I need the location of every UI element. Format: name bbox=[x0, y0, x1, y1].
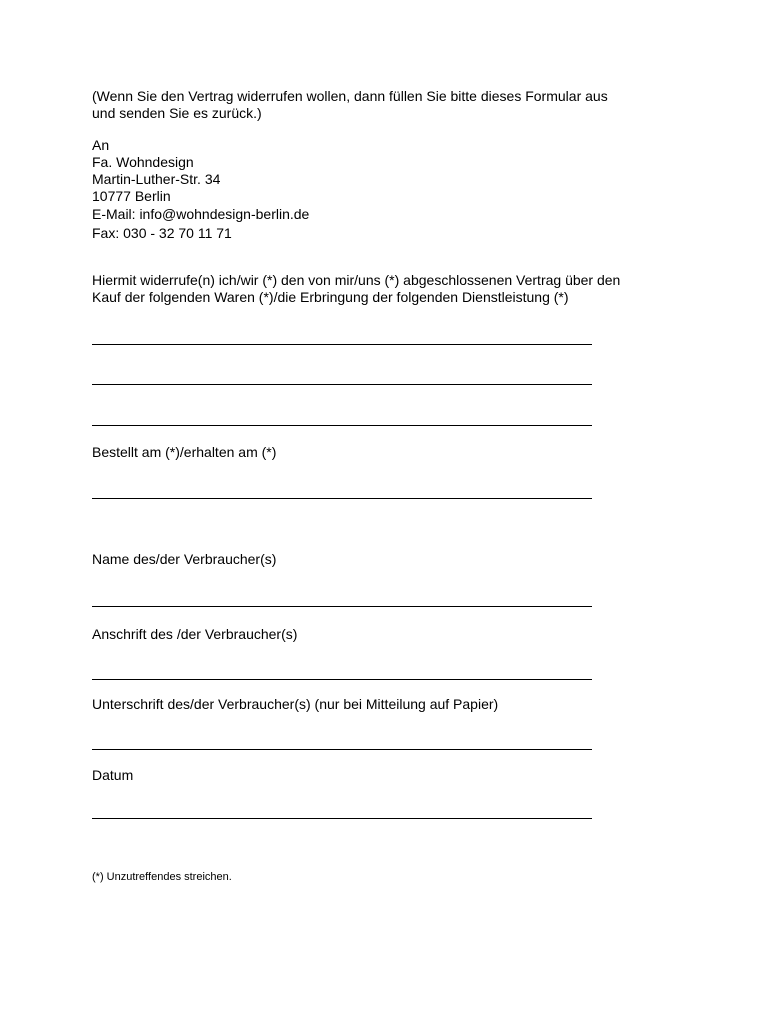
consumer-address-line[interactable] bbox=[92, 679, 592, 680]
declaration-line-1: Hiermit widerrufe(n) ich/wir (*) den von mir/uns (*) abgeschlossenen Vertrag über den bbox=[92, 272, 621, 288]
signature-line[interactable] bbox=[92, 749, 592, 750]
intro-line-2: und senden Sie es zurück.) bbox=[92, 105, 262, 121]
ordered-received-label: Bestellt am (*)/erhalten am (*) bbox=[92, 444, 277, 460]
intro-line-1: (Wenn Sie den Vertrag widerrufen wollen, dann füllen Sie bitte dieses Formular aus bbox=[92, 88, 608, 104]
recipient-to: An bbox=[92, 137, 110, 153]
consumer-address-label: Anschrift des /der Verbraucher(s) bbox=[92, 626, 298, 642]
date-line[interactable] bbox=[92, 818, 592, 819]
recipient-fax: Fax: 030 - 32 70 11 71 bbox=[92, 225, 232, 241]
goods-line-1[interactable] bbox=[92, 344, 592, 345]
date-label: Datum bbox=[92, 767, 134, 783]
declaration-line-2: Kauf der folgenden Waren (*)/die Erbringung der folgenden Dienstleistung (*) bbox=[92, 289, 569, 305]
footnote: (*) Unzutreffendes streichen. bbox=[92, 871, 232, 883]
recipient-street: Martin-Luther-Str. 34 bbox=[92, 171, 221, 187]
goods-line-3[interactable] bbox=[92, 425, 592, 426]
recipient-email: E-Mail: info@wohndesign-berlin.de bbox=[92, 206, 310, 222]
signature-label: Unterschrift des/der Verbraucher(s) (nur bei Mitteilung auf Papier) bbox=[92, 696, 499, 712]
consumer-name-line[interactable] bbox=[92, 606, 592, 607]
recipient-company: Fa. Wohndesign bbox=[92, 154, 194, 170]
ordered-received-line[interactable] bbox=[92, 498, 592, 499]
recipient-city: 10777 Berlin bbox=[92, 188, 171, 204]
consumer-name-label: Name des/der Verbraucher(s) bbox=[92, 551, 277, 567]
goods-line-2[interactable] bbox=[92, 384, 592, 385]
